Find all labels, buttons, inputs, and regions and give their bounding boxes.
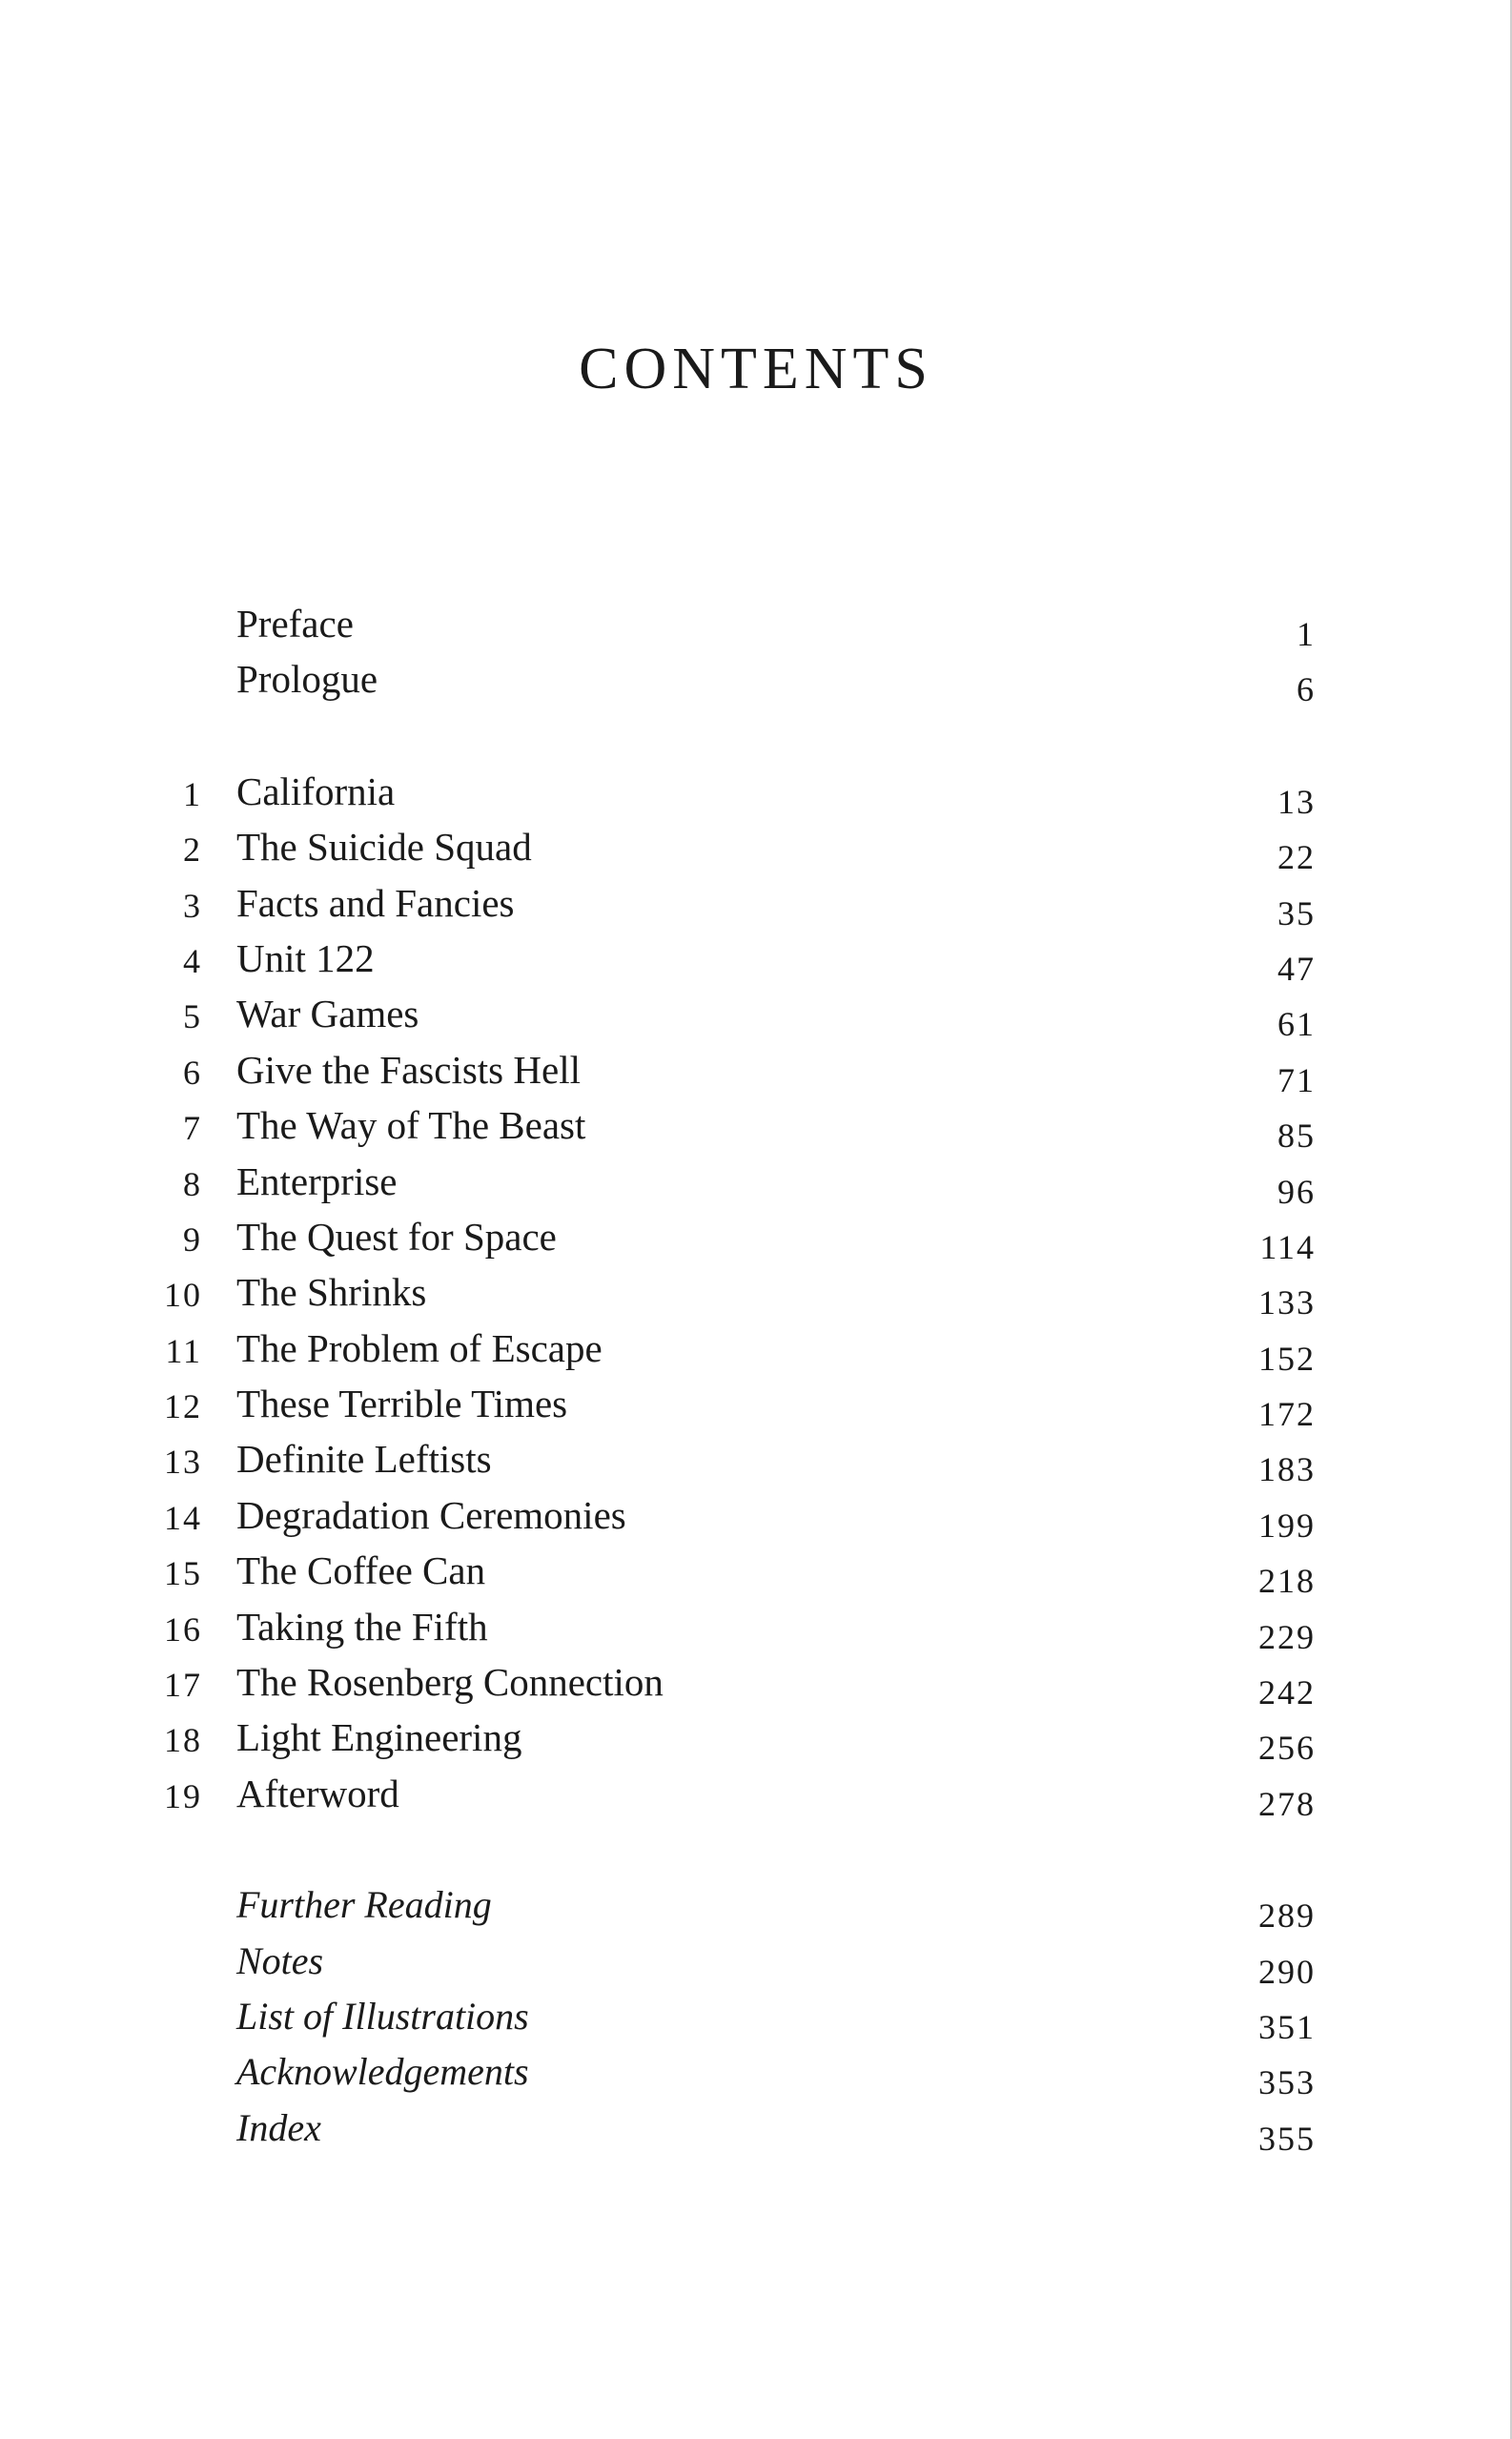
toc-entry-index[interactable] bbox=[0, 2105, 1512, 2161]
toc-entry-prologue[interactable] bbox=[0, 656, 1512, 711]
chapter-number: 9 bbox=[183, 1220, 202, 1259]
chapter-number: 18 bbox=[164, 1721, 202, 1760]
toc-chapter-8[interactable] bbox=[0, 1158, 1512, 1214]
toc-entry-page: 353 bbox=[1258, 2063, 1316, 2102]
chapter-page: 133 bbox=[1258, 1283, 1316, 1322]
toc-entry-label: List of Illustrations bbox=[236, 1994, 529, 2038]
chapter-number: 5 bbox=[183, 997, 202, 1036]
table-of-contents bbox=[0, 601, 1512, 2161]
toc-entry-label: Further Reading bbox=[236, 1883, 492, 1927]
chapter-number: 16 bbox=[164, 1609, 202, 1649]
toc-entry-label: Index bbox=[236, 2105, 321, 2149]
chapter-number: 6 bbox=[183, 1053, 202, 1092]
chapter-number: 17 bbox=[164, 1666, 202, 1705]
toc-entry-page: 351 bbox=[1258, 2007, 1316, 2046]
chapter-title: The Quest for Space bbox=[236, 1214, 557, 1259]
chapter-title: Light Engineering bbox=[236, 1715, 522, 1760]
chapter-title: Definite Leftists bbox=[236, 1437, 492, 1482]
toc-entry-preface[interactable] bbox=[0, 601, 1512, 656]
toc-entry-page: 1 bbox=[1297, 615, 1316, 653]
chapter-number: 11 bbox=[165, 1331, 202, 1370]
chapter-number: 15 bbox=[164, 1554, 202, 1593]
chapter-page: 96 bbox=[1277, 1172, 1316, 1211]
chapter-title: The Suicide Squad bbox=[236, 825, 532, 870]
chapter-page: 35 bbox=[1277, 893, 1316, 933]
chapter-page: 47 bbox=[1277, 949, 1316, 988]
toc-chapter-17[interactable] bbox=[0, 1659, 1512, 1714]
section-gap bbox=[0, 712, 1512, 769]
chapter-number: 10 bbox=[164, 1276, 202, 1315]
chapter-title: Give the Fascists Hell bbox=[236, 1047, 581, 1092]
chapter-page: 152 bbox=[1258, 1339, 1316, 1378]
toc-chapter-15[interactable] bbox=[0, 1547, 1512, 1603]
toc-chapter-5[interactable] bbox=[0, 991, 1512, 1046]
page-title: CONTENTS bbox=[579, 337, 933, 401]
chapter-number: 12 bbox=[164, 1387, 202, 1426]
chapter-title: The Shrinks bbox=[236, 1270, 427, 1315]
chapter-title: The Rosenberg Connection bbox=[236, 1660, 664, 1705]
chapter-title: The Problem of Escape bbox=[236, 1325, 603, 1370]
chapter-page: 85 bbox=[1277, 1117, 1316, 1156]
chapter-title: Degradation Ceremonies bbox=[236, 1492, 626, 1537]
toc-chapter-10[interactable] bbox=[0, 1269, 1512, 1324]
chapter-page: 218 bbox=[1258, 1562, 1316, 1601]
chapter-title: Taking the Fifth bbox=[236, 1604, 488, 1649]
chapter-number: 14 bbox=[164, 1498, 202, 1537]
toc-chapter-12[interactable] bbox=[0, 1381, 1512, 1436]
toc-chapter-13[interactable] bbox=[0, 1436, 1512, 1491]
chapter-title: California bbox=[236, 769, 396, 813]
chapter-page: 172 bbox=[1258, 1395, 1316, 1434]
chapter-number: 13 bbox=[164, 1443, 202, 1482]
chapter-page: 229 bbox=[1258, 1617, 1316, 1656]
toc-chapter-3[interactable] bbox=[0, 880, 1512, 935]
chapter-number: 8 bbox=[183, 1164, 202, 1203]
chapter-page: 183 bbox=[1258, 1450, 1316, 1489]
toc-entry-label: Notes bbox=[236, 1938, 324, 1982]
chapter-page: 13 bbox=[1277, 782, 1316, 821]
chapter-page: 278 bbox=[1258, 1784, 1316, 1823]
toc-chapter-19[interactable] bbox=[0, 1771, 1512, 1826]
toc-chapter-2[interactable] bbox=[0, 824, 1512, 879]
toc-chapter-16[interactable] bbox=[0, 1604, 1512, 1659]
chapter-title: Enterprise bbox=[236, 1158, 398, 1203]
toc-entry-list-of-illustrations[interactable] bbox=[0, 1994, 1512, 2049]
toc-chapter-4[interactable] bbox=[0, 935, 1512, 991]
chapter-number: 7 bbox=[183, 1109, 202, 1148]
toc-chapter-11[interactable] bbox=[0, 1325, 1512, 1381]
chapter-number: 3 bbox=[183, 886, 202, 925]
chapter-number: 2 bbox=[183, 830, 202, 870]
toc-chapter-9[interactable] bbox=[0, 1214, 1512, 1269]
toc-entry-page: 290 bbox=[1258, 1952, 1316, 1991]
toc-chapter-14[interactable] bbox=[0, 1492, 1512, 1547]
toc-entry-label: Prologue bbox=[236, 657, 378, 702]
chapter-number: 4 bbox=[183, 941, 202, 980]
chapter-title: These Terrible Times bbox=[236, 1382, 568, 1426]
chapter-title: War Games bbox=[236, 992, 419, 1036]
chapter-page: 22 bbox=[1277, 838, 1316, 877]
toc-chapter-6[interactable] bbox=[0, 1047, 1512, 1102]
toc-chapter-18[interactable] bbox=[0, 1714, 1512, 1770]
toc-entry-label: Preface bbox=[236, 602, 354, 646]
toc-entry-further-reading[interactable] bbox=[0, 1882, 1512, 1937]
toc-entry-page: 355 bbox=[1258, 2119, 1316, 2158]
chapter-page: 256 bbox=[1258, 1729, 1316, 1768]
chapter-page: 199 bbox=[1258, 1506, 1316, 1545]
chapter-number: 19 bbox=[164, 1776, 202, 1815]
chapter-page: 242 bbox=[1258, 1673, 1316, 1712]
toc-entry-acknowledgements[interactable] bbox=[0, 2049, 1512, 2104]
chapter-title: The Way of The Beast bbox=[236, 1103, 586, 1148]
toc-entry-page: 6 bbox=[1297, 670, 1316, 709]
toc-chapter-1[interactable] bbox=[0, 769, 1512, 824]
chapter-page: 61 bbox=[1277, 1005, 1316, 1044]
chapter-page: 114 bbox=[1259, 1227, 1316, 1266]
chapter-title: Afterword bbox=[236, 1771, 399, 1815]
chapter-number: 1 bbox=[183, 774, 202, 813]
chapter-title: The Coffee Can bbox=[236, 1548, 486, 1593]
toc-entry-page: 289 bbox=[1258, 1896, 1316, 1936]
chapter-title: Facts and Fancies bbox=[236, 880, 515, 925]
chapter-title: Unit 122 bbox=[236, 935, 375, 980]
toc-chapter-7[interactable] bbox=[0, 1102, 1512, 1158]
section-gap bbox=[0, 1826, 1512, 1882]
toc-entry-notes[interactable] bbox=[0, 1938, 1512, 1994]
chapter-page: 71 bbox=[1277, 1060, 1316, 1099]
toc-entry-label: Acknowledgements bbox=[236, 2050, 529, 2094]
